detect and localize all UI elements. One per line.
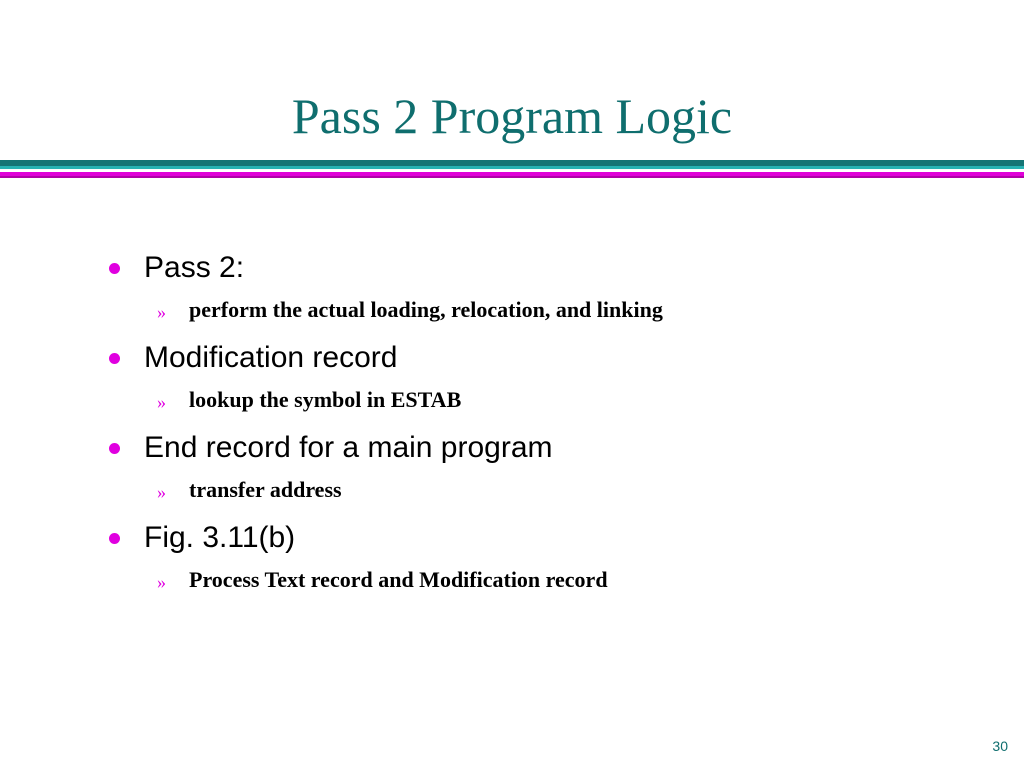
- bullet-dot-icon: [109, 263, 120, 274]
- bullet-text: Modification record: [144, 341, 398, 374]
- bullet-dot-icon: [109, 353, 120, 364]
- sub-bullet-text: transfer address: [189, 477, 342, 502]
- bullet-text: Fig. 3.11(b): [144, 521, 296, 554]
- bullet-text: End record for a main program: [144, 431, 553, 464]
- sub-bullet-text: perform the actual loading, relocation, and linking: [189, 297, 663, 322]
- page-number: 30: [992, 738, 1008, 754]
- slide-title: Pass 2 Program Logic: [291, 88, 733, 144]
- bullet-dot-icon: [109, 443, 120, 454]
- sub-bullet-text: Process Text record and Modification record: [189, 567, 608, 592]
- sub-bullet-marker-icon: »: [157, 302, 166, 322]
- bullet-dot-icon: [109, 533, 120, 544]
- sub-bullet-text: lookup the symbol in ESTAB: [189, 387, 462, 412]
- sub-bullet-marker-icon: »: [157, 572, 166, 592]
- sub-bullet-marker-icon: »: [157, 482, 166, 502]
- sub-bullet-marker-icon: »: [157, 392, 166, 412]
- bullet-text: Pass 2:: [144, 251, 245, 284]
